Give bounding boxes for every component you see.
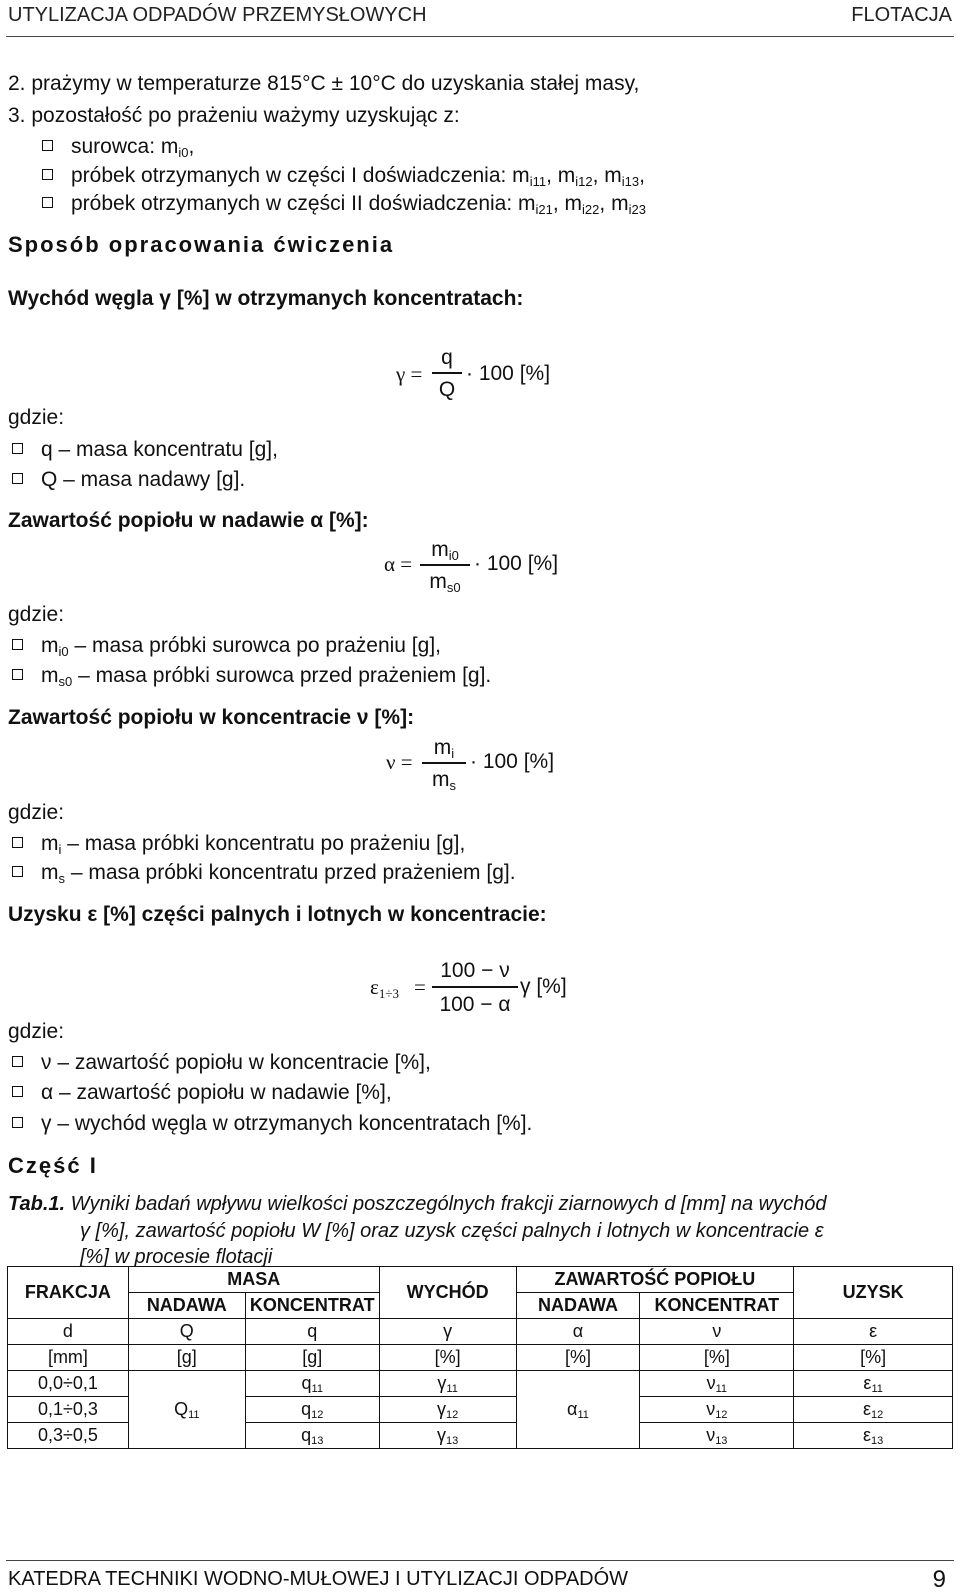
table-cell: ε12 xyxy=(794,1397,953,1423)
checkbox-bullet-icon xyxy=(12,473,23,484)
step-2: 2. prażymy w temperaturze 815°C ± 10°C do uzyskania stałej masy, xyxy=(8,72,640,95)
ash-feed-heading: Zawartość popiołu w nadawie α [%]: xyxy=(8,509,369,532)
table-cell: ν13 xyxy=(640,1423,794,1449)
list-item: próbek otrzymanych w części II doświadczenia: mi21, mi22, mi23 xyxy=(42,192,646,216)
yield-denominator: Q xyxy=(438,378,456,401)
table-row xyxy=(8,1345,953,1371)
list-item: surowca: mi0, xyxy=(42,135,194,159)
table-cell: q11 xyxy=(245,1371,379,1397)
col-koncentrat: KONCENTRAT xyxy=(245,1293,379,1319)
ash-conc-rhs: · 100 [%] xyxy=(470,750,555,773)
table-cell: α xyxy=(516,1319,640,1345)
header-section: FLOTACJA xyxy=(851,4,952,26)
col-nadawa: NADAWA xyxy=(128,1293,245,1319)
checkbox-bullet-icon xyxy=(12,1086,23,1097)
yield-rhs: · 100 [%] xyxy=(466,362,551,385)
ash-conc-heading: Zawartość popiołu w koncentracie ν [%]: xyxy=(8,706,415,729)
checkbox-bullet-icon xyxy=(12,1117,23,1128)
table-cell: q xyxy=(245,1319,379,1345)
checkbox-bullet-icon xyxy=(42,197,53,208)
table-cell: ε13 xyxy=(794,1423,953,1449)
part-title: Część I xyxy=(8,1153,98,1178)
table-cell: γ12 xyxy=(379,1397,516,1423)
table-cell: α11 xyxy=(516,1371,640,1449)
ash-conc-denominator: ms xyxy=(432,768,456,793)
checkbox-bullet-icon xyxy=(12,1056,23,1067)
list-item: Q – masa nadawy [g]. xyxy=(12,468,245,492)
table-caption-line2: γ [%], zawartość popiołu W [%] oraz uzysk części palnych i lotnych w koncentracie ε xyxy=(80,1220,824,1242)
table-row xyxy=(8,1371,953,1397)
list-item: próbek otrzymanych w części I doświadczenia: mi11, mi12, mi13, xyxy=(42,164,645,188)
list-item: ms – masa próbki koncentratu przed prażeniem [g]. xyxy=(12,861,516,885)
table-cell: [g] xyxy=(245,1345,379,1371)
list-item: ms0 – masa próbki surowca przed prażeniem [g]. xyxy=(12,664,491,688)
table-cell: [%] xyxy=(794,1345,953,1371)
ash-feed-rhs: · 100 [%] xyxy=(474,552,559,575)
page-number: 9 xyxy=(932,1566,946,1593)
table-cell: ν xyxy=(640,1319,794,1345)
table-cell: d xyxy=(8,1319,129,1345)
list-item: γ – wychód węgla w otrzymanych koncentratach [%]. xyxy=(12,1112,532,1136)
table-cell: Q11 xyxy=(128,1371,245,1449)
fraction-bar xyxy=(432,372,462,374)
table-cell: [mm] xyxy=(8,1345,129,1371)
table-cell: ε11 xyxy=(794,1371,953,1397)
col-popiol: ZAWARTOŚĆ POPIOŁU xyxy=(516,1267,794,1293)
section-title: Sposób opracowania ćwiczenia xyxy=(8,232,395,257)
table-cell: [%] xyxy=(516,1345,640,1371)
table-row xyxy=(8,1319,953,1345)
table-caption-line3: [%] w procesie flotacji xyxy=(80,1246,273,1268)
fraction-bar xyxy=(420,564,470,566)
list-item: q – masa koncentratu [g], xyxy=(12,438,278,462)
header-rule xyxy=(6,36,954,37)
gdzie-label: gdzie: xyxy=(8,406,65,429)
ash-conc-lhs: ν = xyxy=(386,750,413,774)
table-cell: q13 xyxy=(245,1423,379,1449)
table-cell: 0,0÷0,1 xyxy=(8,1371,129,1397)
fraction-bar xyxy=(422,762,466,764)
header-title: UTYLIZACJA ODPADÓW PRZEMYSŁOWYCH xyxy=(8,4,427,26)
checkbox-bullet-icon xyxy=(12,837,23,848)
table-cell: Q xyxy=(128,1319,245,1345)
checkbox-bullet-icon xyxy=(12,866,23,877)
col-masa: MASA xyxy=(128,1267,379,1293)
table-cell: γ xyxy=(379,1319,516,1345)
col-koncentrat-ash: KONCENTRAT xyxy=(640,1293,794,1319)
fraction-bar xyxy=(432,986,518,988)
table-caption: Tab.1. Wyniki badań wpływu wielkości poszczególnych frakcji ziarnowych d [mm] na wychód xyxy=(8,1193,827,1215)
recovery-denominator: 100 − α xyxy=(439,993,511,1016)
ash-feed-denominator: ms0 xyxy=(429,570,461,595)
recovery-rhs: γ [%] xyxy=(520,975,567,998)
gdzie-label: gdzie: xyxy=(8,801,65,824)
footer-department: KATEDRA TECHNIKI WODNO-MUŁOWEJ I UTYLIZACJI ODPADÓW xyxy=(8,1568,629,1590)
table-cell: γ13 xyxy=(379,1423,516,1449)
recovery-numerator: 100 − ν xyxy=(440,959,510,982)
yield-heading: Wychód węgla γ [%] w otrzymanych koncentratach: xyxy=(8,287,524,310)
table-header-row xyxy=(8,1267,953,1293)
step-3: 3. pozostałość po prażeniu ważymy uzyskując z: xyxy=(8,104,460,127)
recovery-lhs: ε1÷3 xyxy=(370,975,399,1001)
recovery-heading: Uzysku ε [%] części palnych i lotnych w koncentracie: xyxy=(8,903,547,926)
col-frakcja: FRAKCJA xyxy=(8,1267,129,1319)
recovery-equals: = xyxy=(414,975,426,999)
footer-rule xyxy=(6,1560,954,1561)
table-cell: ν11 xyxy=(640,1371,794,1397)
list-item: α – zawartość popiołu w nadawie [%], xyxy=(12,1081,392,1105)
gdzie-label: gdzie: xyxy=(8,603,65,626)
table-cell: ν12 xyxy=(640,1397,794,1423)
checkbox-bullet-icon xyxy=(12,639,23,650)
yield-numerator: q xyxy=(441,346,453,369)
col-nadawa-ash: NADAWA xyxy=(516,1293,640,1319)
col-uzysk: UZYSK xyxy=(794,1267,953,1319)
gdzie-label: gdzie: xyxy=(8,1020,65,1043)
checkbox-bullet-icon xyxy=(42,140,53,151)
table-cell: γ11 xyxy=(379,1371,516,1397)
ash-conc-numerator: mi xyxy=(433,736,455,761)
results-table xyxy=(7,1266,953,1449)
ash-feed-numerator: mi0 xyxy=(431,538,459,563)
yield-lhs: γ = xyxy=(396,362,423,386)
table-cell: [g] xyxy=(128,1345,245,1371)
table-cell: q12 xyxy=(245,1397,379,1423)
table-cell: 0,1÷0,3 xyxy=(8,1397,129,1423)
table-cell: 0,3÷0,5 xyxy=(8,1423,129,1449)
checkbox-bullet-icon xyxy=(12,669,23,680)
list-item: mi – masa próbki koncentratu po prażeniu [g], xyxy=(12,832,465,856)
table-cell: ε xyxy=(794,1319,953,1345)
list-item: ν – zawartość popiołu w koncentracie [%], xyxy=(12,1051,431,1075)
list-item: mi0 – masa próbki surowca po prażeniu [g], xyxy=(12,634,441,658)
table-cell: [%] xyxy=(379,1345,516,1371)
table-cell: [%] xyxy=(640,1345,794,1371)
ash-feed-lhs: α = xyxy=(384,552,413,576)
checkbox-bullet-icon xyxy=(42,169,53,180)
checkbox-bullet-icon xyxy=(12,443,23,454)
col-wychod: WYCHÓD xyxy=(379,1267,516,1319)
